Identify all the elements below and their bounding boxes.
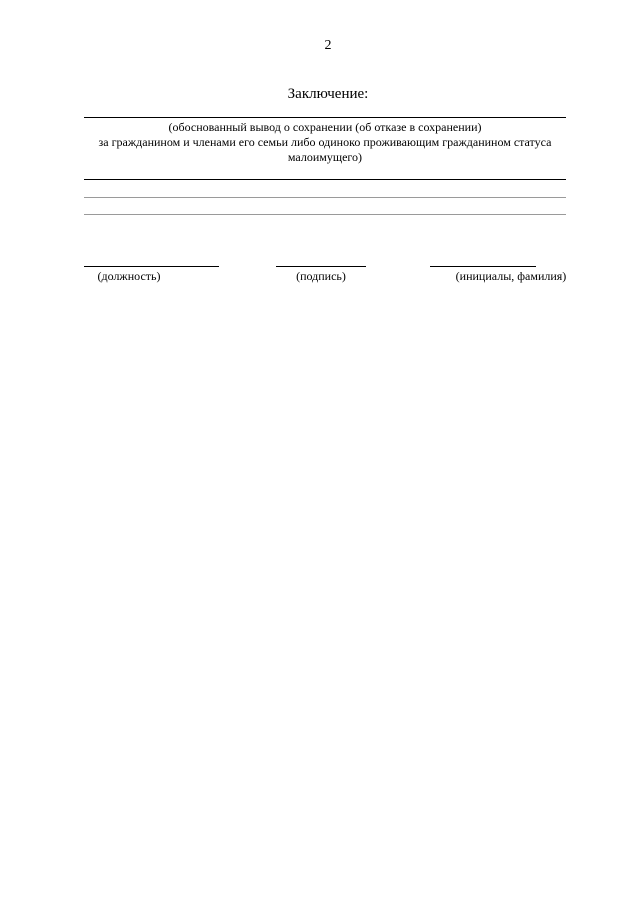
signature-label: (подпись) xyxy=(296,269,346,283)
position-label: (должность) xyxy=(97,269,161,283)
name-label: (инициалы, фамилия) xyxy=(455,269,567,283)
caption-line-2: за гражданином и членами его семьи либо одиноко проживающим гражданином статуса xyxy=(98,135,552,149)
conclusion-line-1 xyxy=(84,117,566,118)
conclusion-line-2 xyxy=(84,179,566,180)
caption-line-3: малоимущего) xyxy=(287,150,363,164)
conclusion-heading: Заключение: xyxy=(287,86,369,102)
position-signature-line xyxy=(84,266,219,267)
caption-line-1: (обоснованный вывод о сохранении (об отказе в сохранении) xyxy=(168,120,482,134)
conclusion-line-4 xyxy=(84,214,566,215)
name-signature-line xyxy=(430,266,536,267)
conclusion-caption xyxy=(78,120,572,165)
page-number: 2 xyxy=(324,38,332,53)
conclusion-line-3 xyxy=(84,197,566,198)
signature-line xyxy=(276,266,366,267)
